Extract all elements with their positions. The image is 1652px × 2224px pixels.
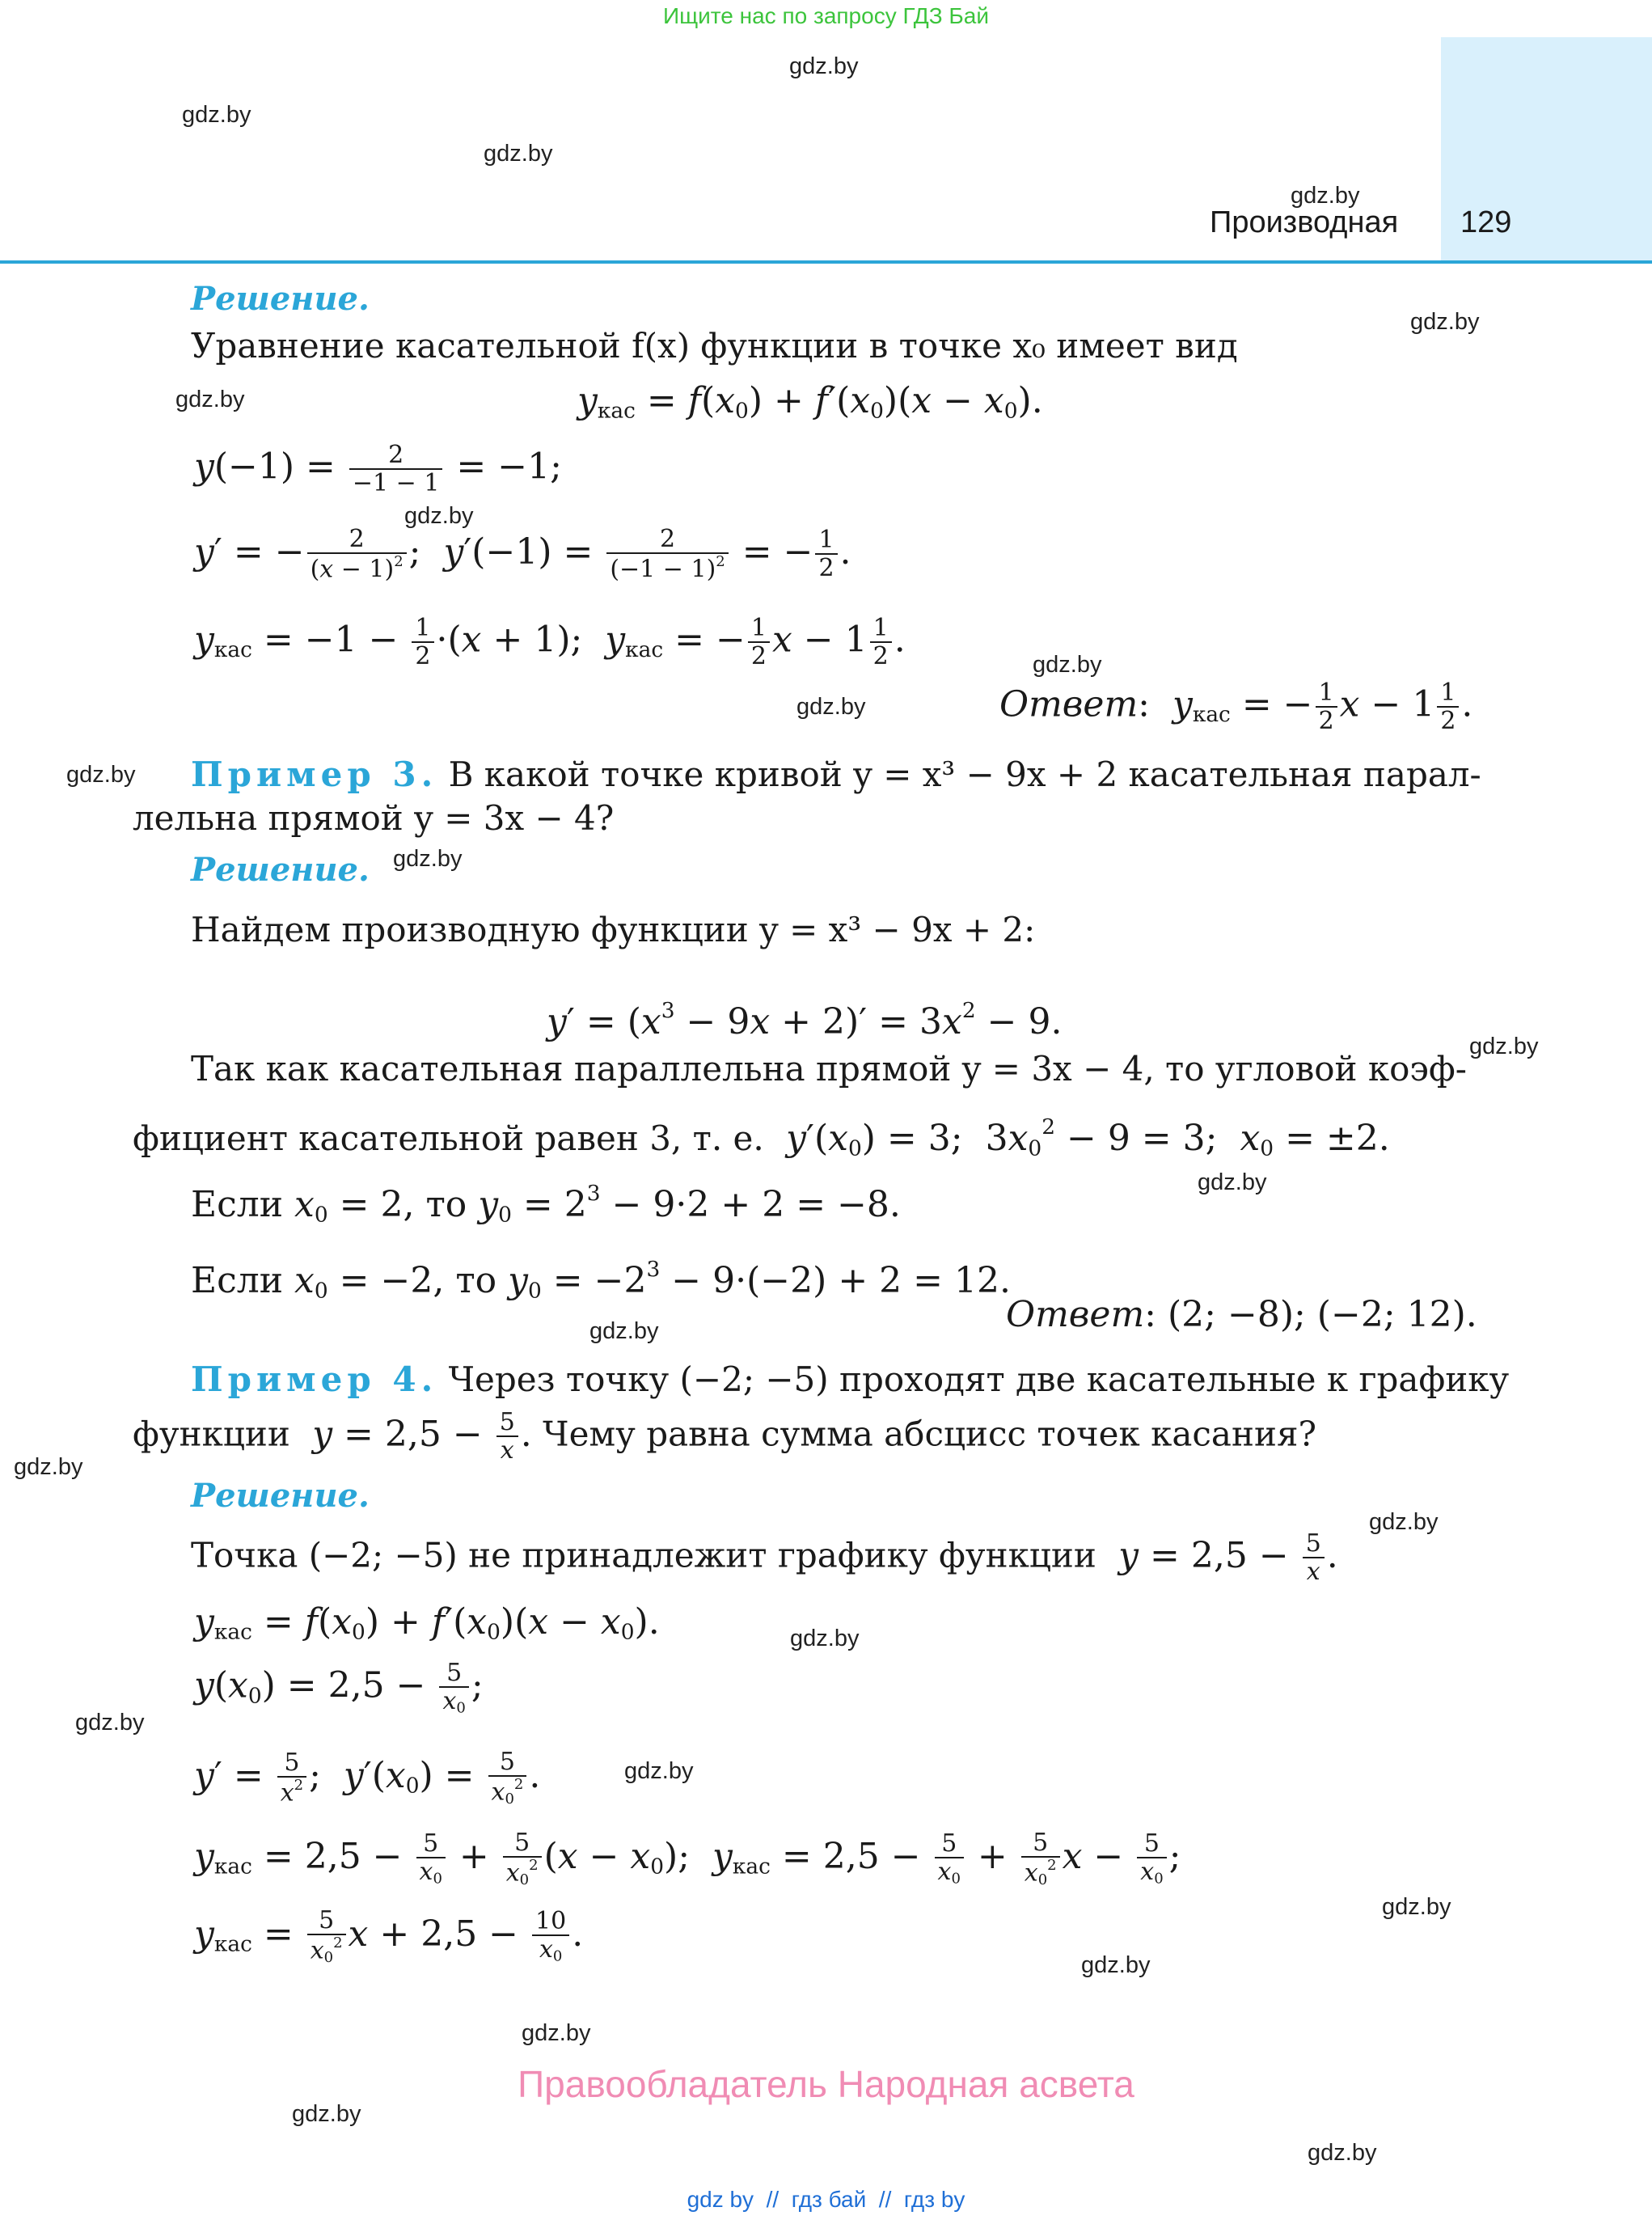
watermark: gdz.by bbox=[182, 102, 251, 128]
example4-question-text: Через точку (−2; −5) проходят две касательные к графику bbox=[448, 1359, 1510, 1399]
watermark: gdz.by bbox=[789, 53, 859, 79]
watermark: gdz.by bbox=[1033, 652, 1102, 678]
answer-label: Ответ bbox=[999, 683, 1139, 725]
example3-case2: Если $x_0 = -2$, то $y_0 = -2^3 - 9\cdot(-2) + 2 = 12$. bbox=[191, 1257, 1011, 1304]
watermark: gdz.by bbox=[14, 1454, 83, 1480]
page-number: 129 bbox=[1460, 205, 1512, 239]
example4-question-line2: функции y = 2,5 − $\frac{5}{x}$ . Чему равна сумма абсцисс точек касания? bbox=[133, 1408, 1316, 1465]
example3-question-line1 bbox=[191, 750, 1481, 799]
watermark: gdz.by bbox=[1198, 1169, 1267, 1195]
tangent-result: $y_{кас} = -1$ − $\frac{1}{2}$ ·(x + 1); $y_{кас}$ = − $\frac{1}{2}$ x − 1 $\frac{1}{2}$ . bbox=[194, 614, 906, 670]
top-banner[interactable]: Ищите нас по запросу ГДЗ Бай bbox=[662, 3, 990, 28]
tangent-formula: $y_{кас} = f(x_0) + f'(x_0)(x - x_0)$. bbox=[577, 380, 1043, 424]
answer-example3: Ответ: (2; −8); (−2; 12). bbox=[1006, 1294, 1477, 1335]
watermark: gdz.by bbox=[404, 503, 474, 529]
watermark: gdz.by bbox=[790, 1626, 860, 1651]
tangent-intro: Уравнение касательной f(x) функции в точке x₀ имеет вид bbox=[191, 326, 1238, 366]
watermark: gdz.by bbox=[1410, 309, 1480, 335]
watermark: gdz.by bbox=[1081, 1952, 1151, 1978]
example4-question-prefix: функции bbox=[133, 1414, 290, 1454]
rights-holder: Правообладатель Народная асвета bbox=[518, 2063, 1134, 2105]
watermark: gdz.by bbox=[75, 1710, 145, 1736]
answer-value: (2; −8); (−2; 12). bbox=[1167, 1294, 1477, 1335]
section-title: Производная bbox=[1210, 205, 1399, 239]
watermark: gdz.by bbox=[484, 141, 553, 167]
watermark: gdz.by bbox=[1291, 183, 1360, 209]
watermark: gdz.by bbox=[624, 1758, 694, 1784]
value-at-minus-one: y(−1) = $\frac{2}{-1 - 1}$ = −1; bbox=[194, 441, 562, 497]
watermark: gdz.by bbox=[1382, 1894, 1451, 1920]
footer-links[interactable]: gdz by // гдз бай // гдз by bbox=[687, 2187, 965, 2212]
watermark: gdz.by bbox=[589, 1318, 659, 1344]
example4-step1-text: Точка (−2; −5) не принадлежит графику функции bbox=[191, 1535, 1096, 1575]
example4-question-line1 bbox=[191, 1355, 1509, 1404]
example3-derivative: $y' = (x^3 - 9x + 2)' = 3x^2 - 9$. bbox=[547, 998, 1063, 1042]
example3-step2-text: фициент касательной равен 3, т. е. bbox=[133, 1118, 764, 1158]
watermark: gdz.by bbox=[1369, 1509, 1439, 1535]
example4-derivative: y′ = $\frac{5}{x^2}$ ; $y'(x_0)$ = $\frac{5}{x_0^2}$ . bbox=[194, 1748, 541, 1808]
example3-label: Пример 3. bbox=[191, 755, 438, 794]
example4-question-suffix: Чему равна сумма абсцисс точек касания? bbox=[543, 1414, 1316, 1454]
header-rule bbox=[0, 260, 1652, 264]
watermark: gdz.by bbox=[175, 387, 245, 412]
example4-tangent-formula: $y_{кас} = f(x_0) + f'(x_0)(x - x_0)$. bbox=[194, 1601, 660, 1645]
example4-value: $y(x_0) = 2,5$ − $\frac{5}{x_0}$ ; bbox=[194, 1659, 484, 1717]
example3-step1: Найдем производную функции y = x³ − 9x + 2: bbox=[191, 910, 1036, 949]
example3-case1: Если $x_0 = 2$, то $y_0 = 2^3 - 9\cdot 2 + 2 = -8$. bbox=[191, 1181, 901, 1228]
solution-heading: Решение. bbox=[191, 851, 370, 889]
example3-step2-line2: фициент касательной равен 3, т. е. $y'(x_0) = 3$; $3x_0^2 - 9 = 3$; $x_0 = \pm 2$. bbox=[133, 1114, 1390, 1161]
answer-label: Ответ bbox=[1006, 1294, 1145, 1335]
watermark: gdz.by bbox=[1308, 2140, 1377, 2166]
solution-heading: Решение. bbox=[191, 280, 370, 318]
example4-tangent-result: $y_{кас}$ = $\frac{5}{x_0^2}$ x + 2,5 − $\frac{10}{x_0}$ . bbox=[194, 1906, 584, 1966]
answer-example2: Ответ: $y_{кас}$ = − $\frac{1}{2}$ x − 1 $\frac{1}{2}$ . bbox=[999, 679, 1473, 735]
watermark: gdz.by bbox=[393, 846, 463, 872]
example4-step1: Точка (−2; −5) не принадлежит графику функции y = 2,5 − $\frac{5}{x}$ . bbox=[191, 1529, 1338, 1586]
example3-step2-line1: Так как касательная параллельна прямой y = 3x − 4, то угловой коэф- bbox=[191, 1049, 1467, 1089]
example3-question-line2: лельна прямой y = 3x − 4? bbox=[133, 798, 615, 838]
watermark: gdz.by bbox=[66, 762, 136, 788]
example4-label: Пример 4. bbox=[191, 1359, 438, 1399]
solution-heading: Решение. bbox=[191, 1477, 370, 1515]
watermark: gdz.by bbox=[522, 2020, 591, 2046]
watermark: gdz.by bbox=[796, 694, 866, 720]
watermark: gdz.by bbox=[1469, 1034, 1539, 1059]
example3-question-text: В какой точке кривой y = x³ − 9x + 2 касательная парал- bbox=[448, 755, 1481, 794]
watermark: gdz.by bbox=[292, 2101, 361, 2127]
derivative-line: y′ = − $\frac{2}{(x - 1)^2}$ ; y′(−1) = $\frac{2}{(-1 - 1)^2}$ = − $\frac{1}{2}$ . bbox=[194, 525, 851, 584]
example4-tangent-expand: $y_{кас} = 2,5$ − $\frac{5}{x_0}$ + $\frac{5}{x_0^2}$ $(x - x_0)$; $y_{кас} = 2,5$ − $\frac{5}{x_0}$ + $\frac{5}{x_0^2}$ x − $\frac{5}{x_0}$ ; bbox=[194, 1829, 1181, 1888]
